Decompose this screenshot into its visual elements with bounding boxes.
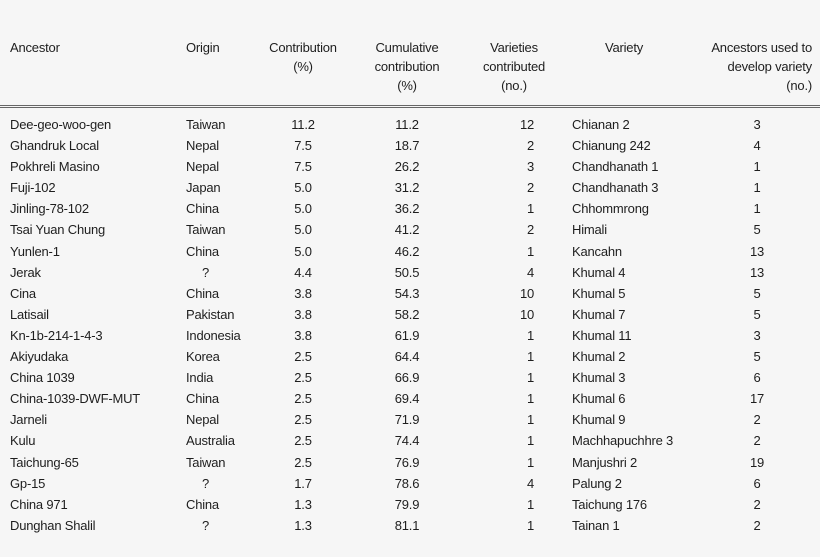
cell-origin: India — [186, 370, 214, 386]
cell-contribution: 2.5 — [294, 454, 312, 470]
cell-varieties: 4 — [526, 264, 534, 280]
ancestor-contribution-table — [0, 38, 820, 536]
cell-ancestor: Akiyudaka — [10, 349, 69, 365]
cell-contribution: 2.5 — [294, 349, 312, 365]
cell-variety: Himali — [572, 222, 607, 238]
cell-ancestor: Gp-15 — [10, 475, 46, 491]
cell-ancestors-used: 3 — [753, 327, 761, 343]
cell-origin: ? — [202, 475, 210, 491]
cell-varieties: 1 — [526, 433, 534, 449]
cell-cumulative: 74.4 — [394, 433, 420, 449]
table-row — [0, 156, 820, 177]
cell-varieties: 1 — [526, 454, 534, 470]
cell-cumulative: 50.5 — [394, 264, 420, 280]
cell-contribution: 1.7 — [294, 475, 312, 491]
cell-contribution: 5.0 — [294, 201, 312, 217]
table-row — [0, 135, 820, 156]
cell-cumulative: 79.9 — [394, 496, 420, 512]
table-row — [0, 304, 820, 325]
table-row — [0, 367, 820, 388]
cell-varieties: 1 — [526, 327, 534, 343]
cell-ancestors-used: 5 — [753, 306, 761, 322]
cell-ancestors-used: 1 — [753, 159, 761, 175]
cell-variety: Khumal 4 — [572, 264, 626, 280]
cell-cumulative: 54.3 — [394, 285, 420, 301]
header-line: (%) — [293, 59, 313, 74]
cell-varieties: 4 — [526, 475, 534, 491]
cell-origin: Korea — [186, 349, 220, 365]
cell-contribution: 1.3 — [294, 496, 312, 512]
cell-varieties: 2 — [526, 222, 534, 238]
cell-contribution: 3.8 — [294, 306, 312, 322]
cell-ancestors-used: 5 — [753, 222, 761, 238]
cell-variety: Machhapuchhre 3 — [572, 433, 674, 449]
header-cumulative — [350, 38, 464, 107]
cell-variety: Manjushri 2 — [572, 454, 637, 470]
cell-cumulative: 78.6 — [394, 475, 420, 491]
table-row — [0, 430, 820, 451]
cell-cumulative: 81.1 — [394, 517, 420, 533]
header-line: Contribution — [269, 40, 337, 55]
cell-ancestor: Taichung-65 — [10, 454, 79, 470]
cell-ancestor: China 971 — [10, 496, 68, 512]
cell-ancestors-used: 5 — [753, 349, 761, 365]
cell-varieties: 1 — [526, 349, 534, 365]
cell-ancestor: Dunghan Shalil — [10, 517, 96, 533]
cell-ancestor: Ghandruk Local — [10, 138, 99, 154]
cell-ancestors-used: 5 — [753, 285, 761, 301]
cell-variety: Khumal 2 — [572, 349, 626, 365]
cell-ancestors-used: 4 — [753, 138, 761, 154]
cell-ancestor: Kn-1b-214-1-4-3 — [10, 327, 103, 343]
table-row — [0, 452, 820, 473]
cell-variety: Chhommrong — [572, 201, 649, 217]
cell-variety: Chandhanath 3 — [572, 180, 659, 196]
cell-ancestor: Cina — [10, 285, 36, 301]
cell-contribution: 2.5 — [294, 412, 312, 428]
header-line: (%) — [397, 78, 417, 93]
cell-varieties: 10 — [519, 285, 534, 301]
cell-origin: China — [186, 243, 219, 259]
cell-varieties: 2 — [526, 180, 534, 196]
cell-origin: Nepal — [186, 159, 219, 175]
header-line: develop variety — [727, 59, 812, 74]
cell-origin: Taiwan — [186, 454, 226, 470]
header-ancestors-used — [684, 38, 820, 107]
cell-ancestor: Fuji-102 — [10, 180, 56, 196]
cell-cumulative: 61.9 — [394, 327, 420, 343]
cell-contribution: 5.0 — [294, 243, 312, 259]
header-line: Ancestors used to — [711, 40, 812, 55]
cell-contribution: 11.2 — [291, 117, 315, 132]
cell-contribution: 7.5 — [294, 159, 312, 175]
cell-contribution: 3.8 — [294, 285, 312, 301]
table-row — [0, 219, 820, 240]
cell-ancestors-used: 1 — [753, 201, 761, 217]
cell-varieties: 1 — [526, 243, 534, 259]
cell-variety: Khumal 6 — [572, 391, 626, 407]
cell-varieties: 1 — [526, 201, 534, 217]
cell-contribution: 2.5 — [294, 433, 312, 449]
cell-origin: China — [186, 391, 219, 407]
table-row — [0, 346, 820, 367]
cell-origin: Taiwan — [186, 117, 226, 132]
cell-ancestors-used: 6 — [753, 475, 761, 491]
cell-origin: Australia — [186, 433, 235, 449]
cell-ancestors-used: 2 — [753, 412, 761, 428]
cell-ancestors-used: 6 — [753, 370, 761, 386]
table-row — [0, 409, 820, 430]
cell-contribution: 2.5 — [294, 391, 312, 407]
table-row — [0, 283, 820, 304]
cell-varieties: 1 — [526, 412, 534, 428]
cell-ancestors-used: 13 — [749, 264, 765, 280]
cell-contribution: 2.5 — [294, 370, 312, 386]
cell-cumulative: 58.2 — [394, 306, 420, 322]
cell-origin: China — [186, 201, 219, 217]
cell-cumulative: 36.2 — [394, 201, 420, 217]
cell-varieties: 1 — [526, 370, 534, 386]
cell-ancestor: Jarneli — [10, 412, 47, 428]
cell-origin: Japan — [186, 180, 221, 196]
cell-cumulative: 41.2 — [394, 222, 420, 238]
cell-ancestors-used: 3 — [753, 117, 761, 132]
cell-origin: ? — [202, 264, 210, 280]
table-row — [0, 388, 820, 409]
cell-ancestor: Yunlen-1 — [10, 243, 60, 259]
cell-cumulative: 46.2 — [394, 243, 420, 259]
cell-ancestor: Kulu — [10, 433, 36, 449]
cell-varieties: 1 — [526, 391, 534, 407]
cell-cumulative: 18.7 — [394, 138, 420, 154]
cell-ancestor: Pokhreli Masino — [10, 159, 100, 175]
cell-ancestors-used: 2 — [753, 433, 761, 449]
table-row — [0, 473, 820, 494]
header-line: contributed — [482, 59, 546, 74]
cell-cumulative: 11.2 — [395, 117, 419, 132]
cell-ancestor: China-1039-DWF-MUT — [10, 391, 141, 407]
cell-variety: Khumal 7 — [572, 306, 626, 322]
cell-ancestor: China 1039 — [10, 370, 75, 386]
cell-ancestors-used: 19 — [749, 454, 765, 470]
cell-origin: Nepal — [186, 412, 219, 428]
cell-varieties: 10 — [519, 306, 534, 322]
header-ancestor: Ancestor — [0, 38, 180, 107]
cell-origin: China — [186, 496, 219, 512]
cell-variety: Khumal 5 — [572, 285, 626, 301]
cell-contribution: 5.0 — [294, 222, 312, 238]
cell-variety: Chianung 242 — [572, 138, 651, 154]
table-row — [0, 494, 820, 515]
cell-variety: Khumal 3 — [572, 370, 626, 386]
cell-ancestor: Jinling-78-102 — [10, 201, 89, 217]
cell-origin: Taiwan — [186, 222, 226, 238]
table-row — [0, 198, 820, 219]
cell-ancestor: Jerak — [10, 264, 41, 280]
cell-variety: Chianan 2 — [572, 117, 630, 132]
cell-cumulative: 69.4 — [394, 391, 420, 407]
header-varieties — [464, 38, 564, 107]
header-line: (no.) — [786, 78, 812, 93]
cell-varieties: 2 — [526, 138, 534, 154]
table-row — [0, 107, 820, 136]
cell-contribution: 3.8 — [294, 327, 312, 343]
header-line: Cumulative — [375, 40, 439, 55]
cell-cumulative: 31.2 — [394, 180, 420, 196]
cell-variety: Kancahn — [572, 243, 622, 259]
cell-origin: ? — [202, 517, 210, 533]
header-row — [0, 38, 820, 107]
header-line: Varieties — [490, 40, 538, 55]
cell-origin: China — [186, 285, 219, 301]
cell-cumulative: 64.4 — [394, 349, 420, 365]
table-row — [0, 177, 820, 198]
header-origin: Origin — [180, 38, 256, 107]
table-row — [0, 515, 820, 536]
header-line: contribution — [374, 59, 440, 74]
cell-variety: Taichung 176 — [572, 496, 647, 512]
cell-ancestors-used: 2 — [753, 496, 761, 512]
cell-contribution: 7.5 — [294, 138, 312, 154]
cell-ancestor: Tsai Yuan Chung — [10, 222, 106, 238]
cell-origin: Indonesia — [186, 327, 241, 343]
cell-ancestor: Latisail — [10, 306, 49, 322]
cell-contribution: 5.0 — [294, 180, 312, 196]
cell-variety: Chandhanath 1 — [572, 159, 659, 175]
header-variety: Variety — [564, 38, 684, 107]
cell-cumulative: 76.9 — [394, 454, 420, 470]
cell-cumulative: 26.2 — [394, 159, 420, 175]
cell-ancestors-used: 13 — [749, 243, 765, 259]
cell-ancestors-used: 1 — [753, 180, 761, 196]
cell-ancestors-used: 2 — [753, 517, 761, 533]
cell-variety: Khumal 11 — [572, 327, 632, 343]
cell-ancestors-used: 17 — [749, 391, 765, 407]
table-row — [0, 325, 820, 346]
cell-cumulative: 71.9 — [394, 412, 420, 428]
cell-contribution: 4.4 — [294, 264, 312, 280]
cell-varieties: 1 — [526, 496, 534, 512]
cell-variety: Khumal 9 — [572, 412, 626, 428]
cell-varieties: 3 — [526, 159, 534, 175]
cell-varieties: 12 — [519, 117, 534, 132]
table-row — [0, 262, 820, 283]
cell-contribution: 1.3 — [294, 517, 312, 533]
cell-variety: Palung 2 — [572, 475, 622, 491]
cell-origin: Pakistan — [186, 306, 235, 322]
header-contribution — [256, 38, 350, 107]
cell-varieties: 1 — [526, 517, 534, 533]
table-row — [0, 241, 820, 262]
cell-cumulative: 66.9 — [394, 370, 420, 386]
cell-origin: Nepal — [186, 138, 219, 154]
header-line: (no.) — [501, 78, 527, 93]
cell-ancestor: Dee-geo-woo-gen — [10, 117, 112, 132]
cell-variety: Tainan 1 — [572, 517, 620, 533]
